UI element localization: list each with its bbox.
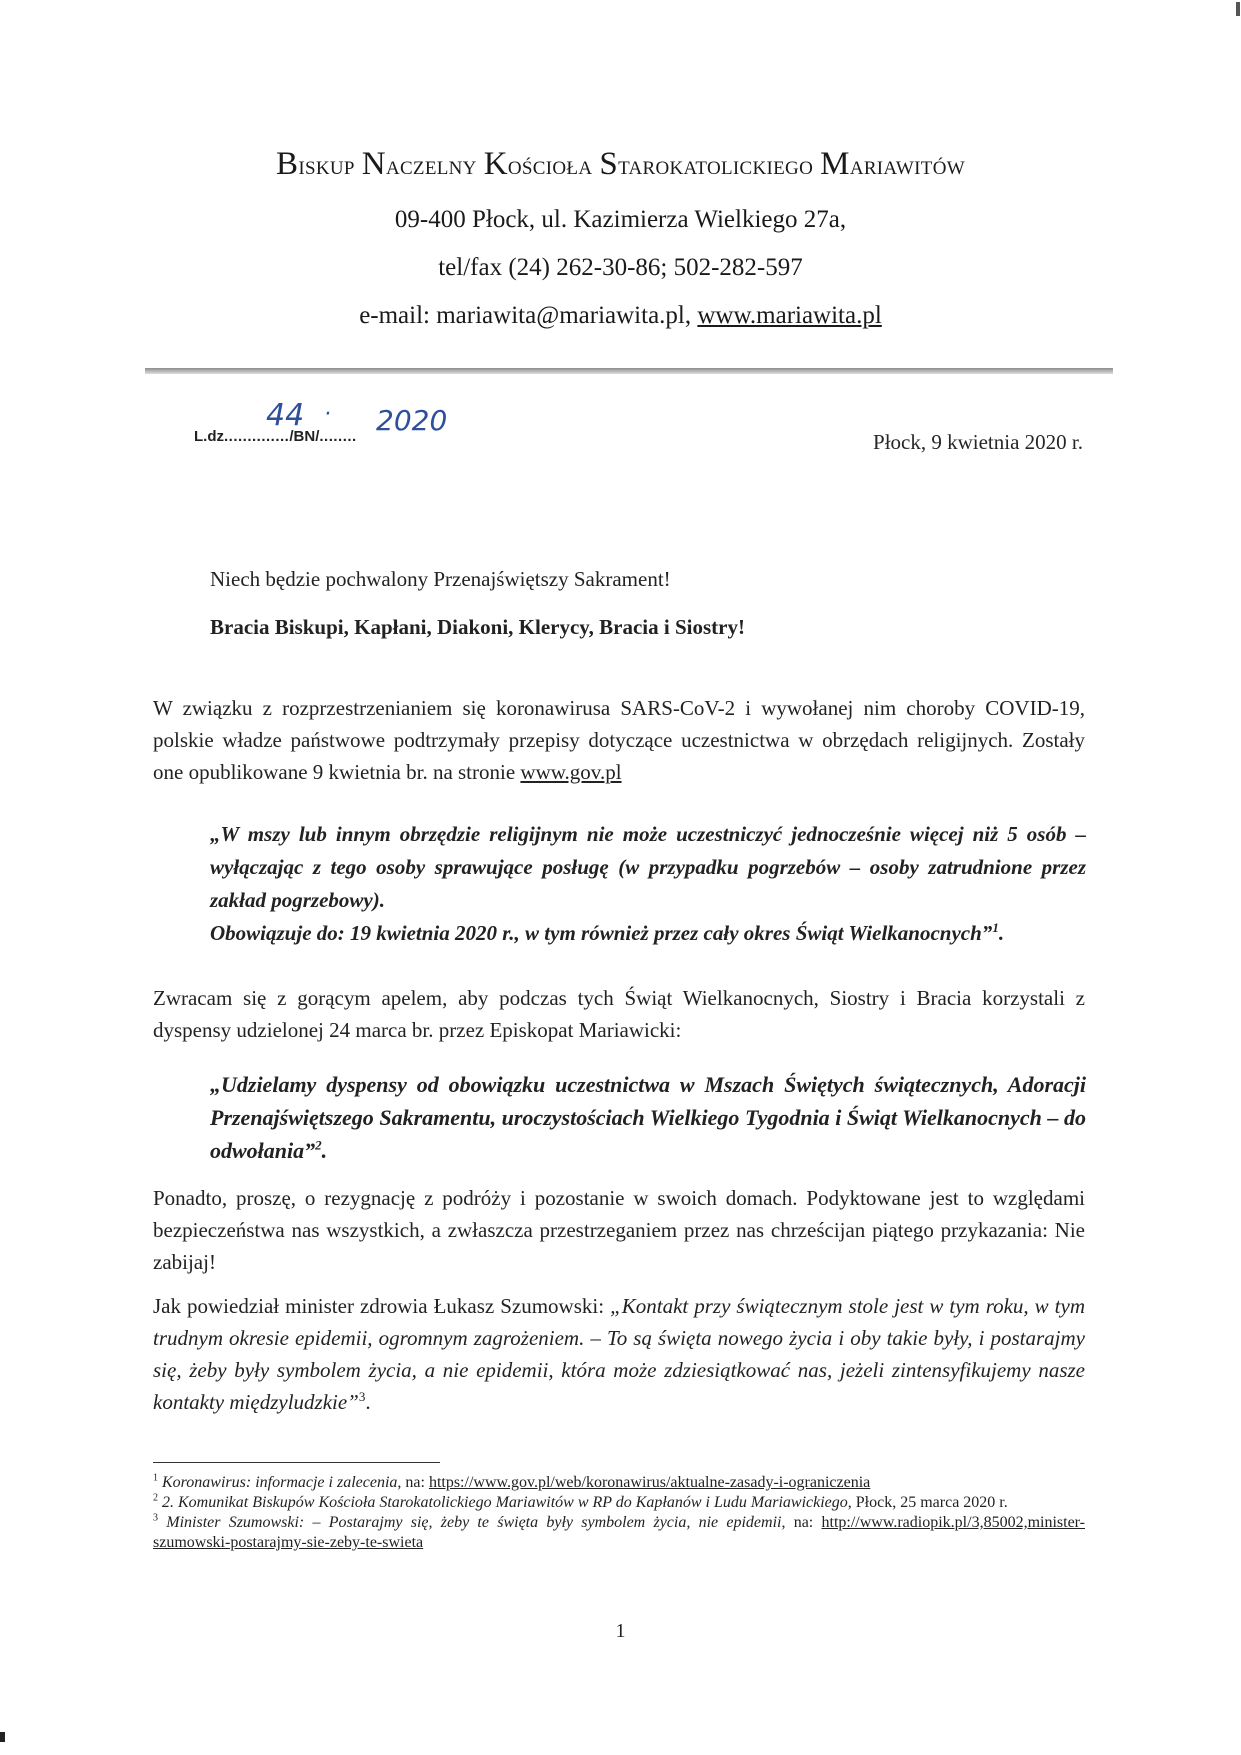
footnote-ref-3[interactable]: 3 — [358, 1389, 366, 1404]
footnotes — [153, 1473, 1085, 1553]
handwritten-year: 2020 — [376, 404, 448, 437]
paragraph-2: Zwracam się z gorącym apelem, aby podczas tych Świąt Wielkanocnych, Siostry i Bracia korzystali z dyspensy udzielonej 24 marca br. przez Episkopat Mariawicki: — [153, 986, 1085, 1042]
quote-2: „Udzielamy dyspensy od obowiązku uczestnictwa w Mszach Świętych świątecznych, Adoracji Przenajświętszego Sakramentu, uroczystościach Wielkiego Tygodnia i Świąt Wielkanocnych – do odwołania”$^2$. — [210, 1072, 1086, 1163]
footnote-ref-1[interactable]: 1 — [992, 920, 999, 935]
letterhead-phone: tel/fax (24) 262-30-86; 502-282-597 — [438, 254, 803, 281]
greeting: Niech będzie pochwalony Przenajświętszy Sakrament! — [210, 567, 671, 591]
footnote-3-link[interactable]: http://www.radiopik.pl/3,85002,minister-szumowski-postarajmy-sie-zeby-te-swieta — [153, 1514, 1086, 1551]
letterhead-website-link[interactable]: www.mariawita.pl — [697, 302, 882, 329]
letterhead-divider — [145, 368, 1113, 374]
quote-1: „W mszy lub innym obrzędzie religijnym nie może uczestniczyć jednocześnie więcej niż 5 osób – wyłączając z tego osoby sprawujące posługę (w przypadku pogrzebów – osoby zatrudnione przez zakład pogrzebowy). Obowiązuje do: 19 kwietnia 2020 r., w tym również przez cały okres Świąt Wielkanocnych”$^1$. — [210, 822, 1086, 945]
footnote-2: $^2$ 2. Komunikat Biskupów Kościoła Starokatolickiego Mariawitów w RP do Kapłanów i Ludu Mariawickiego, Płock, 25 marca 2020 r. — [153, 1492, 1008, 1511]
footnote-3: $^3$ Minister Szumowski: – Postarajmy się, żeby te święta były symbolem życia, nie epidemii, na: http://www.radiopik.pl/3,85002,minister-szumowski-postarajmy-sie-zeby-te-swieta — [153, 1512, 1086, 1551]
footnote-1: $^1$ Koronawirus: informacje i zalecenia, na: https://www.gov.pl/web/koronawirus/aktualne-zasady-i-ograniczenia — [153, 1472, 871, 1491]
page-number: 1 — [615, 1620, 626, 1642]
salutation: Bracia Biskupi, Kapłani, Diakoni, Klerycy, Bracia i Siostry! — [210, 615, 745, 639]
paragraph-3: Ponadto, proszę, o rezygnację z podróży i pozostanie w swoich domach. Podyktowane jest to względami bezpieczeństwa nas wszystkich, a zwłaszcza przestrzeganiem przez nas chrześcijan piątego przykazania: Nie zabijaj! — [153, 1186, 1085, 1274]
paragraph-4: Jak powiedział minister zdrowia Łukasz Szumowski: „Kontakt przy świątecznym stole jest w tym roku, w tym trudnym okresie epidemii, ogromnym zagrożeniem. – To są święta nowego życia i oby takie były, i postarajmy się, żeby były symbolem życia, a nie epidemii, która może zdziesiątkować nas, jeżeli zintensyfikujemy nasze kontakty międzyludzkie”$^3$. — [153, 1294, 1085, 1414]
minister-quote: „Kontakt przy świątecznym stole jest w tym roku, w tym trudnym okresie epidemii, ogromnym zagrożeniem. – To są święta nowego życia i oby takie były, i postarajmy się, żeby były symbolem życia, a nie epidemii, która może zdziesiątkować nas, jeżeli zintensyfikujemy nasze kontakty międzyludzkie” — [153, 1294, 1085, 1414]
handwritten-number: 44 — [266, 398, 305, 433]
scan-edge-mark-top — [1236, 2, 1240, 16]
letterhead-email: e-mail: mariawita@mariawita.pl, — [359, 302, 698, 329]
reference-number: L.dz............../BN/........ — [194, 428, 357, 445]
letterhead-contact — [0, 302, 1241, 330]
footnote-divider — [153, 1462, 440, 1463]
gov-link[interactable]: www.gov.pl — [520, 760, 622, 784]
letterhead-title: Biskup Naczelny Kościoła Starokatolickiego Mariawitów — [276, 146, 965, 182]
footnote-1-link[interactable]: https://www.gov.pl/web/koronawirus/aktualne-zasady-i-ograniczenia — [428, 1474, 871, 1491]
footnote-ref-2[interactable]: 2 — [315, 1137, 322, 1153]
letter-date: Płock, 9 kwietnia 2020 r. — [873, 430, 1083, 454]
scan-edge-mark — [0, 1732, 5, 1742]
letterhead-address: 09-400 Płock, ul. Kazimierza Wielkiego 27a, — [394, 206, 847, 233]
handwritten-dot: · — [324, 402, 331, 427]
paragraph-1: W związku z rozprzestrzenianiem się koronawirusa SARS-CoV-2 i wywołanej nim choroby COVID-19, polskie władze państwowe podtrzymały przepisy dotyczące uczestnictwa w obrzędach religijnych. Zostały one opublikowane 9 kwietnia br. na stronie www.gov.pl — [153, 696, 1085, 784]
letterhead — [0, 146, 1241, 329]
